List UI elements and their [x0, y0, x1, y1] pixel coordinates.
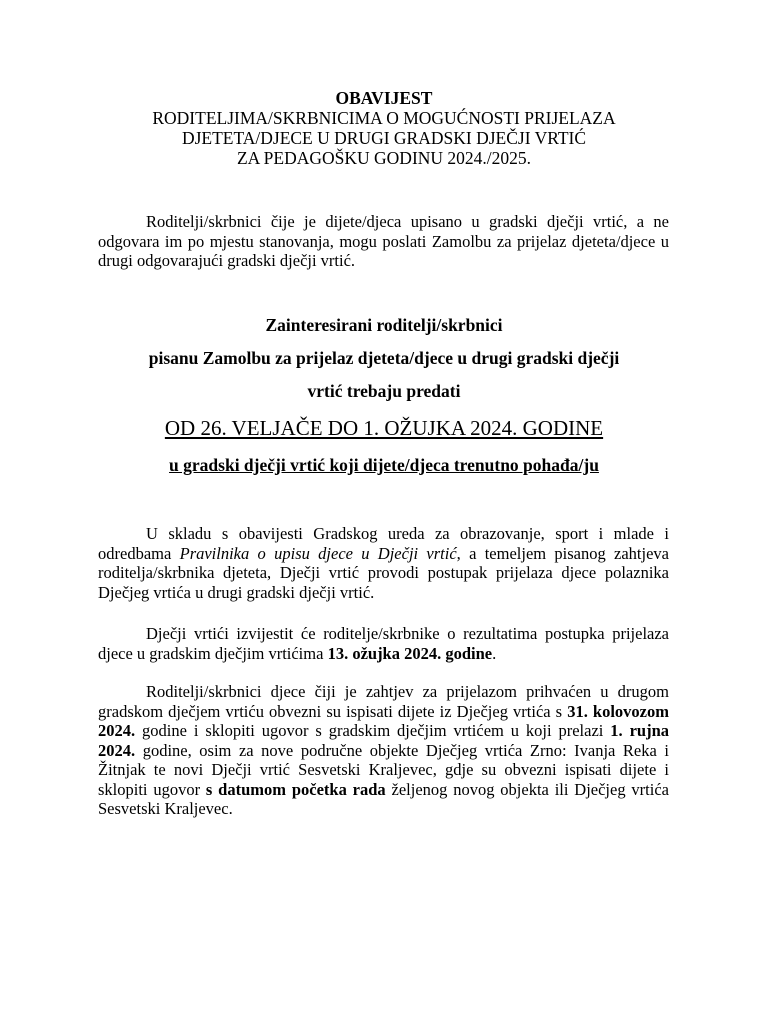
- p2-text-b: .: [492, 643, 497, 663]
- p3-deregistration-date: 31. kolovozom 2024.: [98, 701, 669, 740]
- p1-text-b: , a temeljem pisanog zahtjeva roditelja/skrbnika djeteta, Dječji vrtić provodi postupak prijelaza djece polaznika Dječjeg vrtića u drugi gradski dječji vrtić.: [98, 543, 669, 602]
- submission-place: u gradski dječji vrtić koji dijete/djeca trenutno pohađa/ju: [169, 455, 599, 475]
- p1-regulation-title: Pravilnika o upisu djece u Dječji vrtić: [179, 543, 457, 563]
- notice-line-2: pisanu Zamolbu za prijelaz djeteta/djece u drugi gradski dječji: [148, 348, 620, 368]
- deadline-dates: OD 26. VELJAČE DO 1. OŽUJKA 2024. GODINE: [164, 416, 604, 440]
- title-line-3: DJETETA/DJECE U DRUGI GRADSKI DJEČJI VRTIĆ: [181, 128, 587, 148]
- title-line-2: RODITELJIMA/SKRBNICIMA O MOGUĆNOSTI PRIJELAZA: [152, 108, 616, 128]
- intro-text: Roditelji/skrbnici čije je dijete/djeca upisano u gradski dječji vrtić, a ne odgovara im po mjestu stanovanja, mogu poslati Zamolbu za prijelaz djeteta/djece u drugi odgovarajući gradski dječji vrtić.: [98, 212, 669, 270]
- paragraph-transfer-procedure: [98, 524, 669, 602]
- paragraph-enrollment-terms: [98, 682, 669, 819]
- notice-line-3: vrtić trebaju predati: [307, 381, 461, 401]
- document-title: [0, 88, 768, 168]
- p3-text-c: godine, osim za nove područne objekte Dječjeg vrtića Zrno: Ivanja Reka i Žitnjak te novi Dječji vrtić Sesvetski Kraljevec, gdje su obvezni ispisati dijete i sklopiti ugovor: [98, 740, 669, 799]
- p3-text-d: željenog novog objekta ili Dječjeg vrtića Sesvetski Kraljevec.: [98, 779, 669, 818]
- intro-paragraph: [98, 212, 669, 271]
- p3-start-of-operation: s datumom početka rada: [205, 779, 386, 799]
- p3-text-a: Roditelji/skrbnici djece čiji je zahtjev za prijelazom prihvaćen u drugom gradskom dječjem vrtiću obvezni su ispisati dijete iz Dječjeg vrtića s: [98, 682, 669, 721]
- paragraph-results-date: [98, 624, 669, 663]
- p2-results-date: 13. ožujka 2024. godine: [327, 643, 493, 663]
- p3-start-date: 1. rujna 2024.: [98, 721, 670, 760]
- p1-text-a: U skladu s obavijesti Gradskog ureda za obrazovanje, sport i mlade i odredbama: [98, 524, 669, 563]
- p3-text-b: godine i sklopiti ugovor s gradskim dječjim vrtićem u koji prelazi: [135, 721, 611, 740]
- p2-text-a: Dječji vrtići izvijestit će roditelje/skrbnike o rezultatima postupka prijelaza djece u gradskim dječjim vrtićima: [98, 624, 669, 663]
- notice-line-1: Zainteresirani roditelji/skrbnici: [265, 315, 503, 335]
- title-line-4: ZA PEDAGOŠKU GODINU 2024./2025.: [236, 148, 532, 168]
- title-obavijest: OBAVIJEST: [335, 88, 433, 108]
